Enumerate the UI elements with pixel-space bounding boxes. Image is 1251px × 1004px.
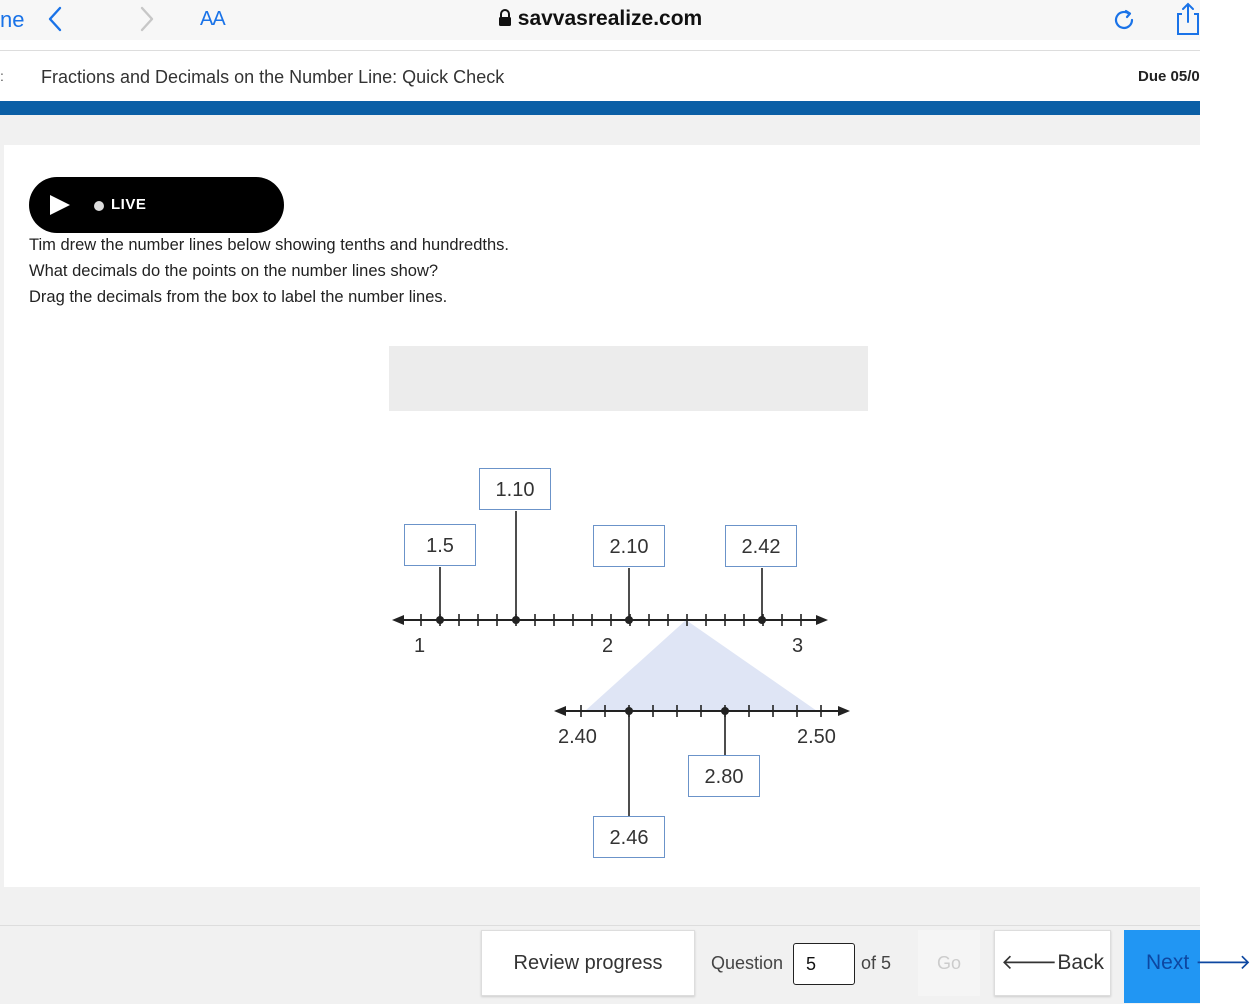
lock-icon [498,9,512,33]
play-icon[interactable] [49,194,71,221]
question-label: Question [711,953,784,973]
point-1-10 [512,616,520,624]
point-2-80 [721,707,729,715]
arrow-left-icon: 🡐 [1000,951,1058,974]
text-size-button[interactable]: AA [200,8,225,30]
top-ticks [421,614,801,626]
placed-label-2-42[interactable]: 2.42 [725,525,797,567]
question-line-1: Tim drew the number lines below showing tenths and hundredths. [29,236,509,254]
placed-label-1-5[interactable]: 1.5 [404,524,476,566]
bottom-line-right-arrow [838,706,850,716]
tick-label-1: 1 [414,635,426,657]
share-icon[interactable] [1176,2,1200,41]
address-bar[interactable] [0,7,1200,33]
header-accent-band [0,101,1200,115]
point-2-46 [625,707,633,715]
next-button-label: Next [1146,951,1190,974]
browser-toolbar [0,0,1200,40]
assignment-title: Fractions and Decimals on the Number Line: Quick Check [41,67,505,87]
question-line-3: Drag the decimals from the box to label the number lines. [29,288,448,306]
answer-bank-box[interactable] [389,346,868,411]
live-label: LIVE [111,196,147,213]
bottom-line-left-arrow [554,706,566,716]
due-date: Due 05/0 [1138,68,1200,85]
placed-label-1-10[interactable]: 1.10 [479,468,551,510]
tab-text-fragment: ne [0,7,25,32]
back-button-label: Back [1057,951,1104,974]
go-button[interactable]: Go [918,930,980,996]
tick-label-2-40: 2.40 [558,726,597,748]
tick-label-2: 2 [602,635,614,657]
question-line-2: What decimals do the points on the number lines show? [29,262,439,280]
tick-label-2-50: 2.50 [797,726,836,748]
next-button[interactable] [1124,930,1251,1003]
point-2-10 [625,616,633,624]
live-dot-icon [94,201,104,211]
zoom-wedge [585,620,817,711]
question-total: of 5 [861,953,892,973]
url-text: savvasrealize.com [517,7,703,30]
back-button[interactable] [994,930,1111,996]
assignment-header [0,51,1200,101]
top-line-left-arrow [392,615,404,625]
reload-icon[interactable] [1112,6,1138,39]
header-left-fragment: : [0,68,4,84]
tick-label-3: 3 [792,635,804,657]
placed-label-2-46[interactable]: 2.46 [593,816,665,858]
point-1-5 [436,616,444,624]
point-2-42 [758,616,766,624]
arrow-right-icon: 🡒 [1189,951,1251,974]
live-audio-player[interactable] [29,177,284,233]
review-progress-button[interactable]: Review progress [481,930,695,996]
placed-label-2-80[interactable]: 2.80 [688,755,760,797]
placed-label-2-10[interactable]: 2.10 [593,525,665,567]
top-line-right-arrow [816,615,828,625]
number-line-diagram [380,450,860,870]
question-number-input[interactable] [793,943,855,985]
